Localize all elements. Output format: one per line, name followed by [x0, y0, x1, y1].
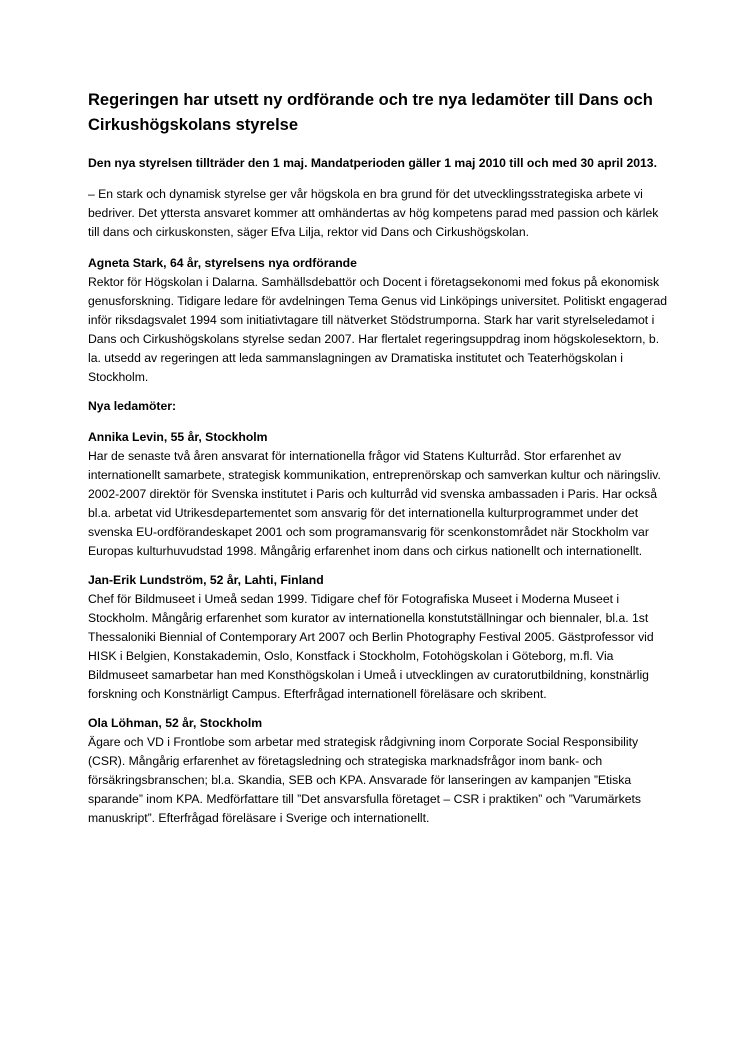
- member-heading: Jan-Erik Lundström, 52 år, Lahti, Finland: [88, 573, 324, 587]
- member-text: Chef för Bildmuseet i Umeå sedan 1999. Tidigare chef för Fotografiska Museet i Moderna Museet i Stockholm. Mångårig erfarenhet som kurator av internationella konstutställningar och biennaler, bl.a. 1st Thessaloniki Biennial of Contemporary Art 2007 och Berlin Photography Festival 2005. Gästprofessor vid HISK i Belgien, Konstakademin, Oslo, Konstfack i Stockholm, Fotohögskolan i Göteborg, m.fl. Via Bildmuseet samarbetar han med Konsthögskolan i Umeå i utvecklingen av curatorutbildning, konstnärlig forskning och Konstnärligt Campus. Efterfrågad internationell föreläsare och skribent.: [88, 592, 654, 701]
- member-section-lundstrom: [88, 571, 673, 704]
- document-title: Regeringen har utsett ny ordförande och tre nya ledamöter till Dans och Cirkushögskolans styrelse: [88, 91, 653, 134]
- document-page: [88, 88, 673, 838]
- lead-paragraph: Den nya styrelsen tillträder den 1 maj. Mandatperioden gäller 1 maj 2010 till och med 30 april 2013.: [88, 156, 657, 170]
- chair-text: Rektor för Högskolan i Dalarna. Samhällsdebattör och Docent i företagsekonomi med fokus på ekonomisk genusforskning. Tidigare ledare för avdelningen Tema Genus vid Linköpings universitet. Politiskt engagerad inför riksdagsvalet 1994 som initiativtagare till nätverket Stödstrumporna. Stark har varit styrelseledamot i Dans och Cirkushögskolans styrelse sedan 2007. Har flertalet regeringsuppdrag inom högskolesektorn, b. la. utsedd av regeringen att leda sammanslagningen av Dramatiska institutet och Teaterhögskolan i Stockholm.: [88, 275, 668, 384]
- member-text: Har de senaste två åren ansvarat för internationella frågor vid Statens Kulturråd. Stor erfarenhet av internationellt samarbete, strategisk kommunikation, entreprenörskap och samverkan kultur och näringsliv. 2002-2007 direktör för Svenska institutet i Paris och kulturråd vid svenska ambassaden i Paris. Har också bl.a. arbetat vid Utrikesdepartementet som ansvarig för det internationella kulturprogrammet under det svenska EU-ordförandeskapet 2001 och som programansvarig för scenkonstområdet när Stockholm var Europas kulturhuvudstad 1998. Mångårig erfarenhet inom dans och cirkus nationellt och internationellt.: [88, 449, 661, 558]
- chair-section: [88, 254, 673, 387]
- member-section-lohman: [88, 714, 673, 828]
- member-heading: Annika Levin, 55 år, Stockholm: [88, 430, 268, 444]
- quote-paragraph: – En stark och dynamisk styrelse ger vår högskola en bra grund för det utvecklingsstrategiska arbete vi bedriver. Det yttersta ansvaret kommer att omhändertas av hög kompetens parad med passion och kärlek till dans och cirkuskonsten, säger Efva Lilja, rektor vid Dans och Cirkushögskolan.: [88, 187, 659, 239]
- members-heading: Nya ledamöter:: [88, 399, 177, 413]
- member-heading: Ola Löhman, 52 år, Stockholm: [88, 716, 263, 730]
- member-section-levin: [88, 428, 673, 561]
- member-text: Ägare och VD i Frontlobe som arbetar med strategisk rådgivning inom Corporate Social Responsibility (CSR). Mångårig erfarenhet av företagsledning och strategiska marknadsfrågor inom bank- och försäkringsbranschen; bl.a. Skandia, SEB och KPA. Ansvarade för lanseringen av kampanjen ”Etiska sparande” inom KPA. Medförfattare till ”Det ansvarsfulla företaget – CSR i praktiken” och ”Varumärkets manuskript”. Efterfrågad föreläsare i Sverige och internationellt.: [88, 735, 641, 825]
- chair-heading: Agneta Stark, 64 år, styrelsens nya ordförande: [88, 256, 357, 270]
